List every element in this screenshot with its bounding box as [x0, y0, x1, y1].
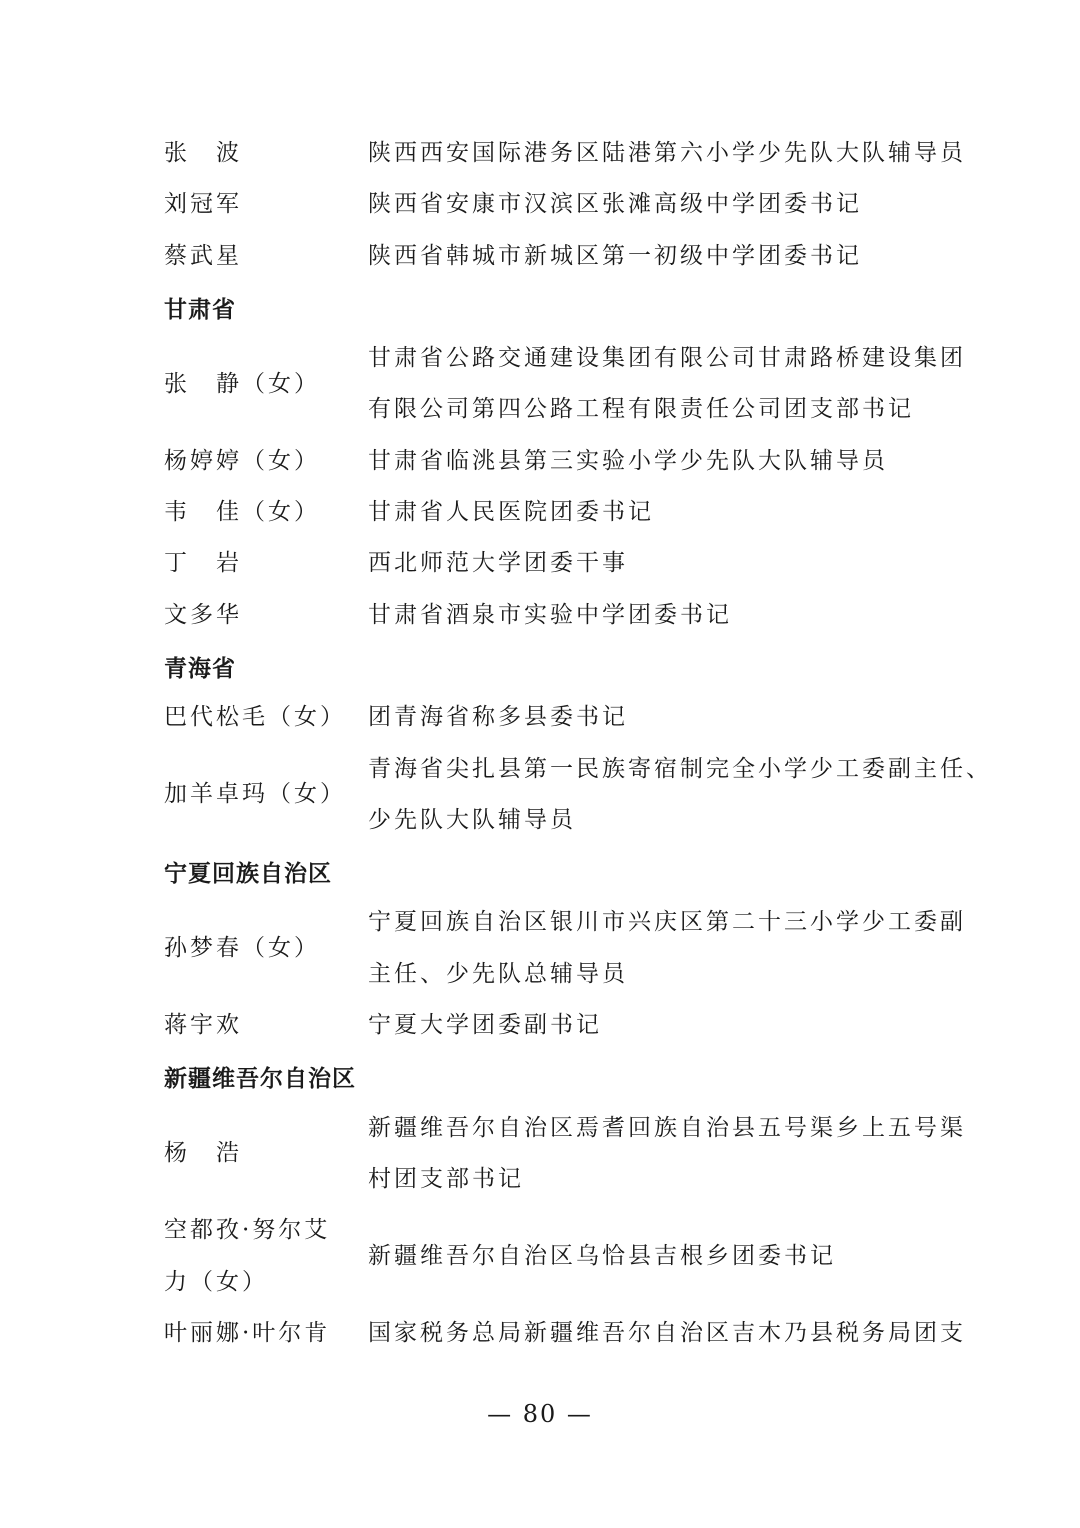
person-position-line: 宁夏大学团委副书记	[368, 1012, 602, 1039]
person-name-line: 巴代松毛（女）	[164, 704, 346, 731]
person-position-line: 新疆维吾尔自治区焉耆回族自治县五号渠乡上五号渠	[368, 1114, 966, 1141]
person-name	[164, 231, 368, 282]
person-position-line: 有限公司第四公路工程有限责任公司团支部书记	[368, 396, 914, 423]
person-position-line: 主任、少先队总辅导员	[368, 960, 628, 987]
person-row	[164, 897, 984, 1000]
person-name-line: 丁 岩	[164, 550, 242, 577]
person-name	[164, 1205, 368, 1308]
person-position-line: 团青海省称多县委书记	[368, 704, 628, 731]
person-position	[368, 897, 984, 1000]
person-position-line: 宁夏回族自治区银川市兴庆区第二十三小学少工委副	[368, 909, 966, 936]
person-position	[368, 128, 984, 179]
person-name	[164, 1128, 368, 1179]
person-row	[164, 1205, 984, 1308]
person-position	[368, 1103, 984, 1206]
person-row	[164, 231, 984, 282]
person-row	[164, 1103, 984, 1206]
person-name	[164, 1308, 368, 1359]
person-row	[164, 179, 984, 230]
person-name	[164, 436, 368, 487]
person-position	[368, 692, 984, 743]
person-position-line: 少先队大队辅导员	[368, 806, 576, 833]
person-row	[164, 333, 984, 436]
person-row	[164, 436, 984, 487]
person-name	[164, 487, 368, 538]
section-heading: 青海省	[164, 656, 236, 683]
person-row	[164, 487, 984, 538]
document-body	[164, 128, 992, 1359]
person-name-line: 韦 佳（女）	[164, 499, 320, 526]
person-position-line: 陕西西安国际港务区陆港第六小学少先队大队辅导员	[368, 140, 966, 166]
person-position-line: 陕西省安康市汉滨区张滩高级中学团委书记	[368, 191, 862, 218]
person-position	[368, 333, 984, 436]
person-name-line: 张 静（女）	[164, 370, 320, 397]
person-position	[368, 231, 984, 282]
person-name-line: 蔡武星	[164, 242, 242, 269]
person-name-line: 杨婷婷（女）	[164, 447, 320, 474]
person-name	[164, 590, 368, 641]
person-name-line: 蒋宇欢	[164, 1012, 242, 1039]
person-name-line: 张 波	[164, 140, 242, 166]
person-row	[164, 538, 984, 589]
person-name	[164, 359, 368, 410]
person-position-line: 国家税务总局新疆维吾尔自治区吉木乃县税务局团支	[368, 1319, 966, 1346]
person-name-line: 叶丽娜·叶尔肯	[164, 1319, 331, 1346]
person-row	[164, 1308, 984, 1359]
person-row	[164, 1000, 984, 1051]
person-position	[368, 538, 984, 589]
person-name-line: 加羊卓玛（女）	[164, 781, 346, 808]
person-position-line: 村团支部书记	[368, 1165, 524, 1192]
person-position	[368, 1000, 984, 1051]
person-name	[164, 538, 368, 589]
person-row	[164, 744, 992, 847]
person-name-line: 刘冠军	[164, 191, 242, 218]
section-heading: 新疆维吾尔自治区	[164, 1066, 356, 1093]
person-position-line: 新疆维吾尔自治区乌恰县吉根乡团委书记	[368, 1242, 836, 1269]
person-name	[164, 179, 368, 230]
person-position	[368, 1231, 984, 1282]
person-position	[368, 179, 984, 230]
person-name-line: 空都孜·努尔艾	[164, 1217, 331, 1244]
person-name-line: 孙梦春（女）	[164, 935, 320, 962]
person-position	[368, 487, 984, 538]
person-name-line: 杨 浩	[164, 1140, 242, 1167]
person-name	[164, 128, 368, 179]
person-position-line: 西北师范大学团委干事	[368, 550, 628, 577]
person-name	[164, 769, 368, 820]
person-name	[164, 1000, 368, 1051]
person-position-line: 青海省尖扎县第一民族寄宿制完全小学少工委副主任、	[368, 755, 992, 782]
person-row	[164, 128, 984, 179]
person-position	[368, 1308, 984, 1359]
person-position-line: 甘肃省人民医院团委书记	[368, 499, 654, 526]
person-name	[164, 692, 368, 743]
section-heading: 甘肃省	[164, 297, 236, 324]
person-position	[368, 744, 992, 847]
person-name-line: 文多华	[164, 601, 242, 628]
person-position	[368, 436, 984, 487]
person-position-line: 甘肃省酒泉市实验中学团委书记	[368, 601, 732, 628]
person-name	[164, 923, 368, 974]
person-position-line: 甘肃省公路交通建设集团有限公司甘肃路桥建设集团	[368, 345, 966, 372]
person-position	[368, 590, 984, 641]
section-heading: 宁夏回族自治区	[164, 861, 332, 888]
person-position-line: 陕西省韩城市新城区第一初级中学团委书记	[368, 242, 862, 269]
page-number: — 80 —	[487, 1400, 593, 1428]
person-name-line: 力（女）	[164, 1268, 268, 1295]
person-row	[164, 692, 984, 743]
person-position-line: 甘肃省临洮县第三实验小学少先队大队辅导员	[368, 447, 888, 474]
person-row	[164, 590, 984, 641]
